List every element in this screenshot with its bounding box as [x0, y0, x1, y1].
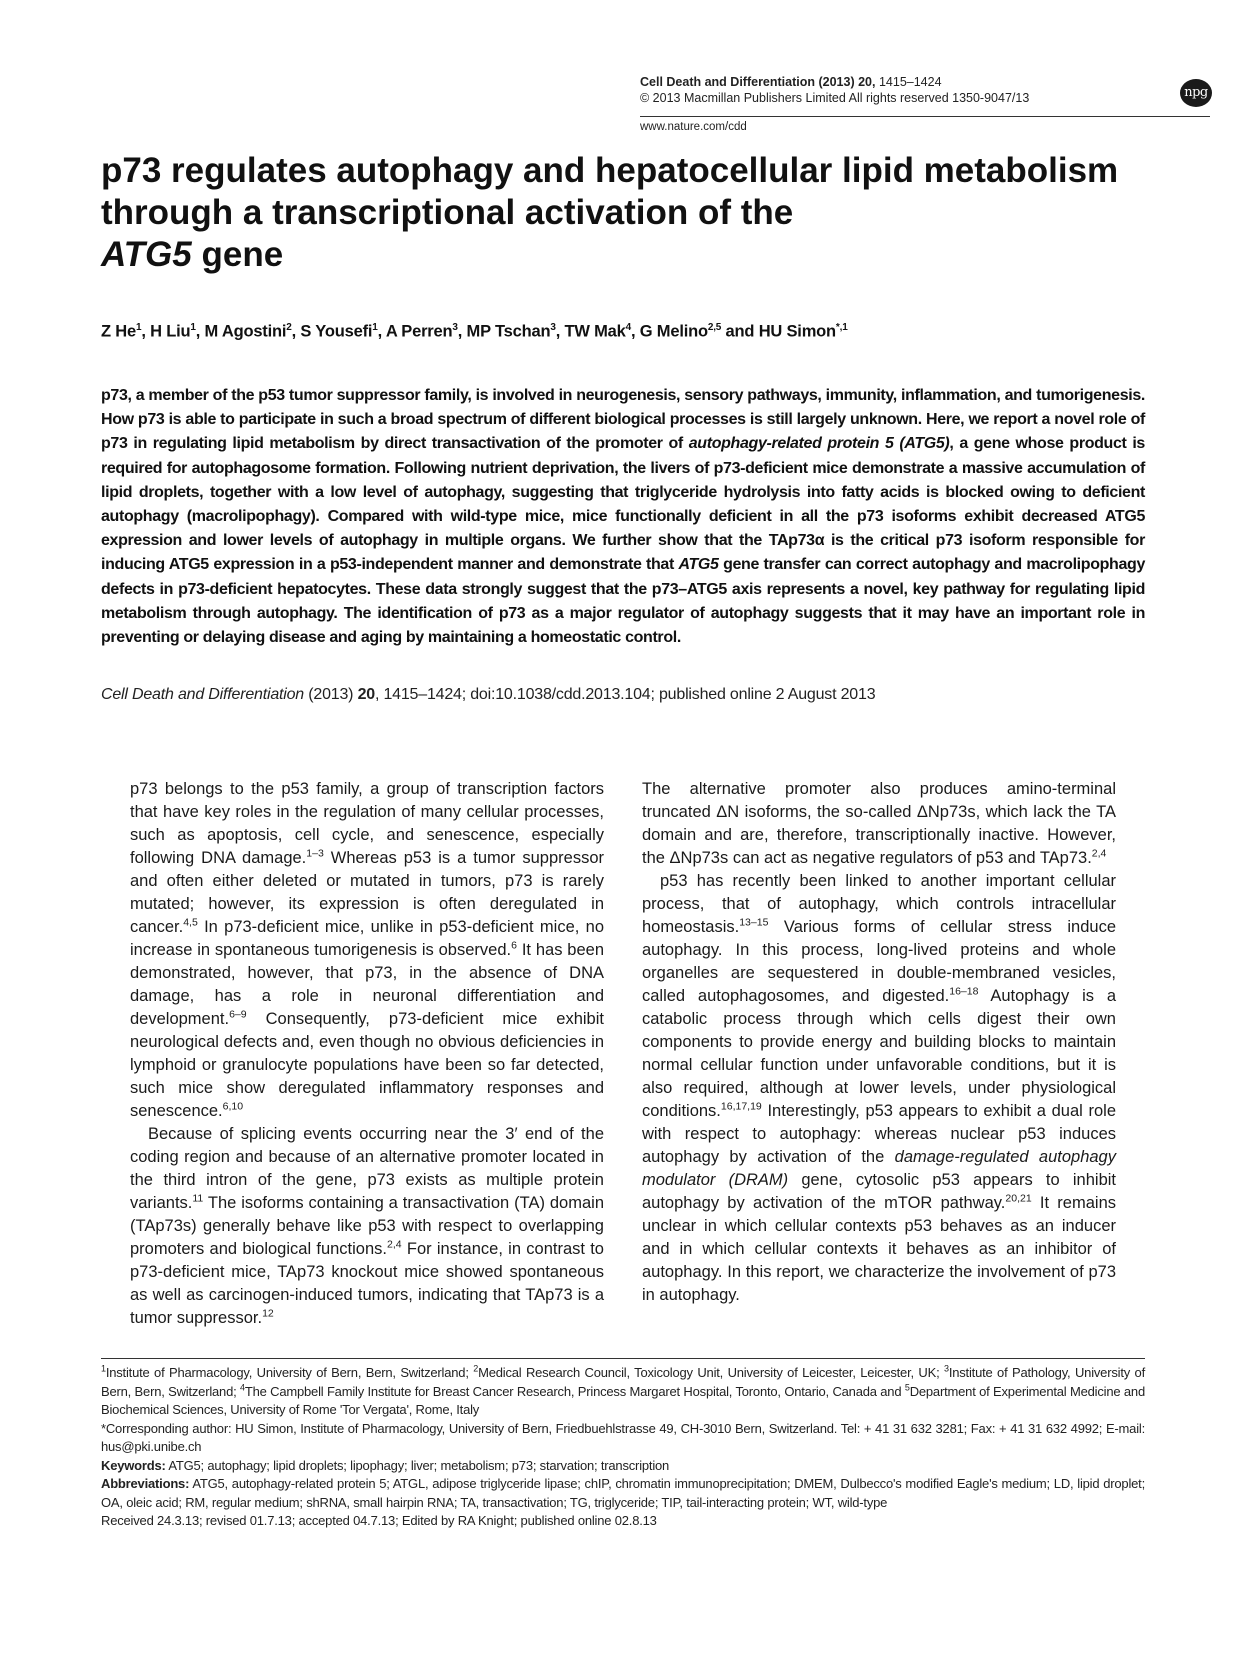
author-list — [101, 322, 1151, 342]
footnotes — [101, 1364, 1145, 1531]
title-gene: ATG5 — [101, 235, 192, 274]
text-run: Autophagy is a catabolic process through which cells digest their own components to provide energy and building blocks to maintain normal cellular function under unfavorable conditions, but it is also required, although at lower levels, under physiological conditions. — [642, 987, 1116, 1120]
journal-pages: 1415–1424 — [875, 75, 942, 89]
journal-header — [640, 74, 1080, 106]
keywords — [101, 1457, 1145, 1476]
npg-logo: npg — [1180, 79, 1212, 107]
text-run: It has been demonstrated, however, that p73, in the absence of DNA damage, has a role in neuronal differentiation and development. — [130, 941, 605, 1028]
reference-superscript: 2 — [473, 1363, 479, 1374]
abstract-italic: autophagy-related protein 5 (ATG5) — [688, 435, 950, 453]
text-run: Medical Research Council, Toxicology Unit, University of Leicester, Leicester, UK; — [478, 1365, 944, 1380]
reference-superscript: 2,4 — [1091, 847, 1107, 860]
body-paragraph — [642, 870, 1116, 1307]
author-affiliation: 2,5 — [707, 322, 722, 333]
author-affiliation: 1 — [135, 322, 142, 333]
keywords-label: Keywords: — [101, 1457, 166, 1473]
reference-superscript: 1–3 — [306, 847, 324, 860]
author-affiliation: 4 — [625, 322, 631, 333]
header-divider — [640, 116, 1210, 117]
journal-url[interactable]: www.nature.com/cdd — [640, 121, 747, 133]
text-run: Consequently, p73-deficient mice exhibit neurological defects and, even though no obvious deficiencies in lymphoid or granulocyte populations have been so far detected, such mice show deregulated inflammatory responses and senescence. — [130, 1010, 604, 1120]
abbreviations-text: ATG5, autophagy-related protein 5; ATGL, adipose triglyceride lipase; chIP, chromatin immunoprecipitation; DMEM, Dulbecco's modified Eagle's medium; LD, lipid droplet; OA, oleic acid; RM, regular medium; shRNA, small hairpin RNA; TA, transactivation; TG, triglyceride; TIP, tail-interacting protein; WT, wild-type — [101, 1476, 1145, 1510]
reference-superscript: 16–18 — [949, 985, 979, 998]
citation-journal: Cell Death and Differentiation — [101, 686, 305, 703]
author-separator: , — [377, 322, 386, 341]
body-column-left — [130, 778, 604, 1330]
author-affiliation: 3 — [550, 322, 556, 333]
received-dates: Received 24.3.13; revised 01.7.13; accepted 04.7.13; Edited by RA Knight; published online 02.8.13 — [101, 1513, 657, 1528]
text-run: The Campbell Family Institute for Breast Cancer Research, Princess Margaret Hospital, Toronto, Ontario, Canada and — [244, 1383, 905, 1399]
author-separator: , — [141, 322, 151, 341]
author-separator: , — [195, 322, 205, 341]
text-run: It remains unclear in which cellular contexts p53 behaves as an inducer and in which cellular contexts it behaves as an inhibitor of autophagy. In this report, we characterize the involvement of p73 in autophagy. — [642, 1194, 1116, 1304]
citation-line — [101, 686, 1145, 704]
text-run: Because of splicing events occurring near the 3′ end of the coding region and because of an alternative promoter located in the third intron of the gene, p73 exists as multiple protein variants. — [130, 1125, 604, 1212]
text-run: Whereas p53 is a tumor suppressor and often either deleted or mutated in tumors, p73 is rarely mutated; however, its expression is often deregulated in cancer. — [130, 849, 604, 936]
reference-superscript: 13–15 — [739, 916, 769, 929]
author-separator: , — [631, 322, 640, 341]
reference-superscript: 2,4 — [387, 1238, 402, 1251]
reference-superscript: 3 — [944, 1363, 949, 1374]
abstract-text: p73, a member of the p53 tumor suppressor family, is involved in neurogenesis, sensory pathways, immunity, inflammation, and tumorigenesis. How p73 is able to participate in such a broad spectrum of different biological processes is still largely unknown. Here, we report a novel role of p73 in regulating lipid metabolism by direct transactivation of the promoter of — [101, 387, 1145, 453]
reference-superscript: 16,17,19 — [720, 1100, 762, 1113]
keywords-text: ATG5; autophagy; lipid droplets; lipophagy; liver; metabolism; p73; starvation; transcription — [165, 1457, 670, 1473]
citation-volume: 20 — [357, 686, 375, 703]
copyright-line: © 2013 Macmillan Publishers Limited All rights reserved 1350-9047/13 — [640, 91, 1030, 105]
text-run: Institute of Pathology, University of Bern, Bern, Switzerland; — [101, 1365, 1145, 1399]
abbreviations-label: Abbreviations: — [101, 1476, 190, 1491]
author-name: HU Simon — [758, 322, 836, 341]
reference-superscript: 11 — [192, 1192, 204, 1205]
body-paragraph — [130, 1123, 604, 1330]
author-name: MP Tschan — [466, 322, 551, 341]
author-affiliation: 3 — [452, 322, 458, 333]
reference-superscript: 6–9 — [229, 1008, 247, 1021]
reference-superscript: 12 — [262, 1307, 274, 1320]
abbreviations — [101, 1475, 1145, 1512]
title-main: p73 regulates autophagy and hepatocellular lipid metabolism through a transcriptional activation of the — [101, 151, 1119, 232]
text-run: In p73-deficient mice, unlike in p53-deficient mice, no increase in spontaneous tumorigenesis is observed. — [130, 918, 604, 959]
text-run: gene, cytosolic p53 appears to inhibit autophagy by activation of the mTOR pathway. — [642, 1171, 1116, 1212]
body-paragraph — [130, 778, 604, 1123]
text-run: Institute of Pharmacology, University of Bern, Bern, Switzerland; — [105, 1365, 474, 1380]
author-affiliation: 1 — [372, 322, 378, 333]
reference-superscript: 6 — [511, 939, 517, 952]
body-paragraph — [642, 778, 1116, 870]
reference-superscript: 4,5 — [183, 916, 198, 929]
reference-superscript: 6,10 — [222, 1100, 244, 1113]
body-column-right — [642, 778, 1116, 1307]
author-affiliation: 2 — [286, 322, 292, 333]
text-run: Various forms of cellular stress induce autophagy. In this process, long-lived proteins and whole organelles are sequestered in double-membraned vesicles, called autophagosomes, and digested. — [642, 918, 1116, 1005]
reference-superscript: 20,21 — [1005, 1192, 1032, 1205]
citation-year: (2013) — [304, 686, 358, 703]
title-end: gene — [191, 235, 284, 274]
author-separator: , — [291, 322, 301, 341]
author-name: G Melino — [639, 322, 708, 341]
abstract-italic: ATG5 — [678, 556, 719, 574]
footer-divider — [101, 1358, 1145, 1359]
reference-superscript: 4 — [240, 1382, 245, 1393]
author-name: M Agostini — [204, 322, 287, 341]
citation-rest: , 1415–1424; doi:10.1038/cdd.2013.104; published online 2 August 2013 — [374, 686, 876, 703]
reference-superscript: 1 — [101, 1363, 106, 1374]
italic-text: damage-regulated autophagy modulator (DRAM) — [642, 1148, 1116, 1189]
abstract-text: gene transfer can correct autophagy and macrolipophagy defects in p73-deficient hepatocytes. These data strongly suggest that the p73–ATG5 axis represents a novel, key pathway for regulating lipid metabolism through autophagy. The identification of p73 as a major regulator of autophagy suggests that it may have an important role in preventing or delaying disease and aging by maintaining a homeostatic control. — [101, 556, 1145, 647]
author-name: H Liu — [150, 322, 191, 341]
text-run: Interestingly, p53 appears to exhibit a dual role with respect to autophagy: whereas nuclear p53 induces autophagy by activation of the — [642, 1102, 1116, 1166]
author-affiliation: *,1 — [835, 322, 848, 333]
affiliations — [101, 1364, 1145, 1420]
author-separator: , — [457, 322, 467, 341]
article-title — [101, 150, 1151, 276]
abstract — [101, 384, 1145, 650]
text-run: Department of Experimental Medicine and Biochemical Sciences, University of Rome 'Tor Vergata', Rome, Italy — [101, 1383, 1145, 1417]
journal-name: Cell Death and Differentiation (2013) 20, — [640, 75, 876, 89]
reference-superscript: 5 — [904, 1382, 910, 1393]
text-run: p53 has recently been linked to another important cellular process, that of autophagy, which controls intracellular homeostasis. — [642, 872, 1116, 936]
text-run: For instance, in contrast to p73-deficient mice, TAp73 knockout mice showed spontaneous as well as carcinogen-induced tumors, indicating that TAp73 is a tumor suppressor. — [130, 1240, 604, 1327]
text-run: The alternative promoter also produces amino-terminal truncated ΔN isoforms, the so-called ΔNp73s, which lack the TA domain and are, therefore, transcriptionally inactive. However, the ΔNp73s can act as negative regulators of p53 and TAp73. — [642, 780, 1116, 867]
author-name: A Perren — [385, 322, 453, 341]
author-name: TW Mak — [564, 322, 626, 341]
author-separator: and — [721, 322, 759, 341]
author-separator: , — [555, 322, 565, 341]
text-run: p73 belongs to the p53 family, a group of transcription factors that have key roles in the regulation of many cellular processes, such as apoptosis, cell cycle, and senescence, especially following DNA damage. — [130, 780, 604, 867]
abstract-text: , a gene whose product is required for autophagosome formation. Following nutrient deprivation, the livers of p73-deficient mice demonstrate a massive accumulation of lipid droplets, together with a low level of autophagy, suggesting that triglyceride hydrolysis into fatty acids is blocked owing to deficient autophagy (macrolipophagy). Compared with wild-type mice, mice functionally deficient in all the p73 isoforms exhibit decreased ATG5 expression and lower levels of autophagy in multiple organs. We further show that the TAp73α is the critical p73 isoform responsible for inducing ATG5 expression in a p53-independent manner and demonstrate that — [101, 435, 1145, 574]
correspondence: *Corresponding author: HU Simon, Institute of Pharmacology, University of Bern, Friedbuehlstrasse 49, CH-3010 Bern, Switzerland. Tel: + 41 31 632 3281; Fax: + 41 31 632 4992; E-mail: hus@pki.unibe.ch — [101, 1420, 1145, 1454]
author-affiliation: 1 — [190, 322, 196, 333]
author-name: S Yousefi — [300, 322, 373, 341]
author-name: Z He — [101, 322, 136, 341]
text-run: The isoforms containing a transactivation (TA) domain (TAp73s) generally behave like p53 with respect to overlapping promoters and biological functions. — [130, 1194, 604, 1258]
